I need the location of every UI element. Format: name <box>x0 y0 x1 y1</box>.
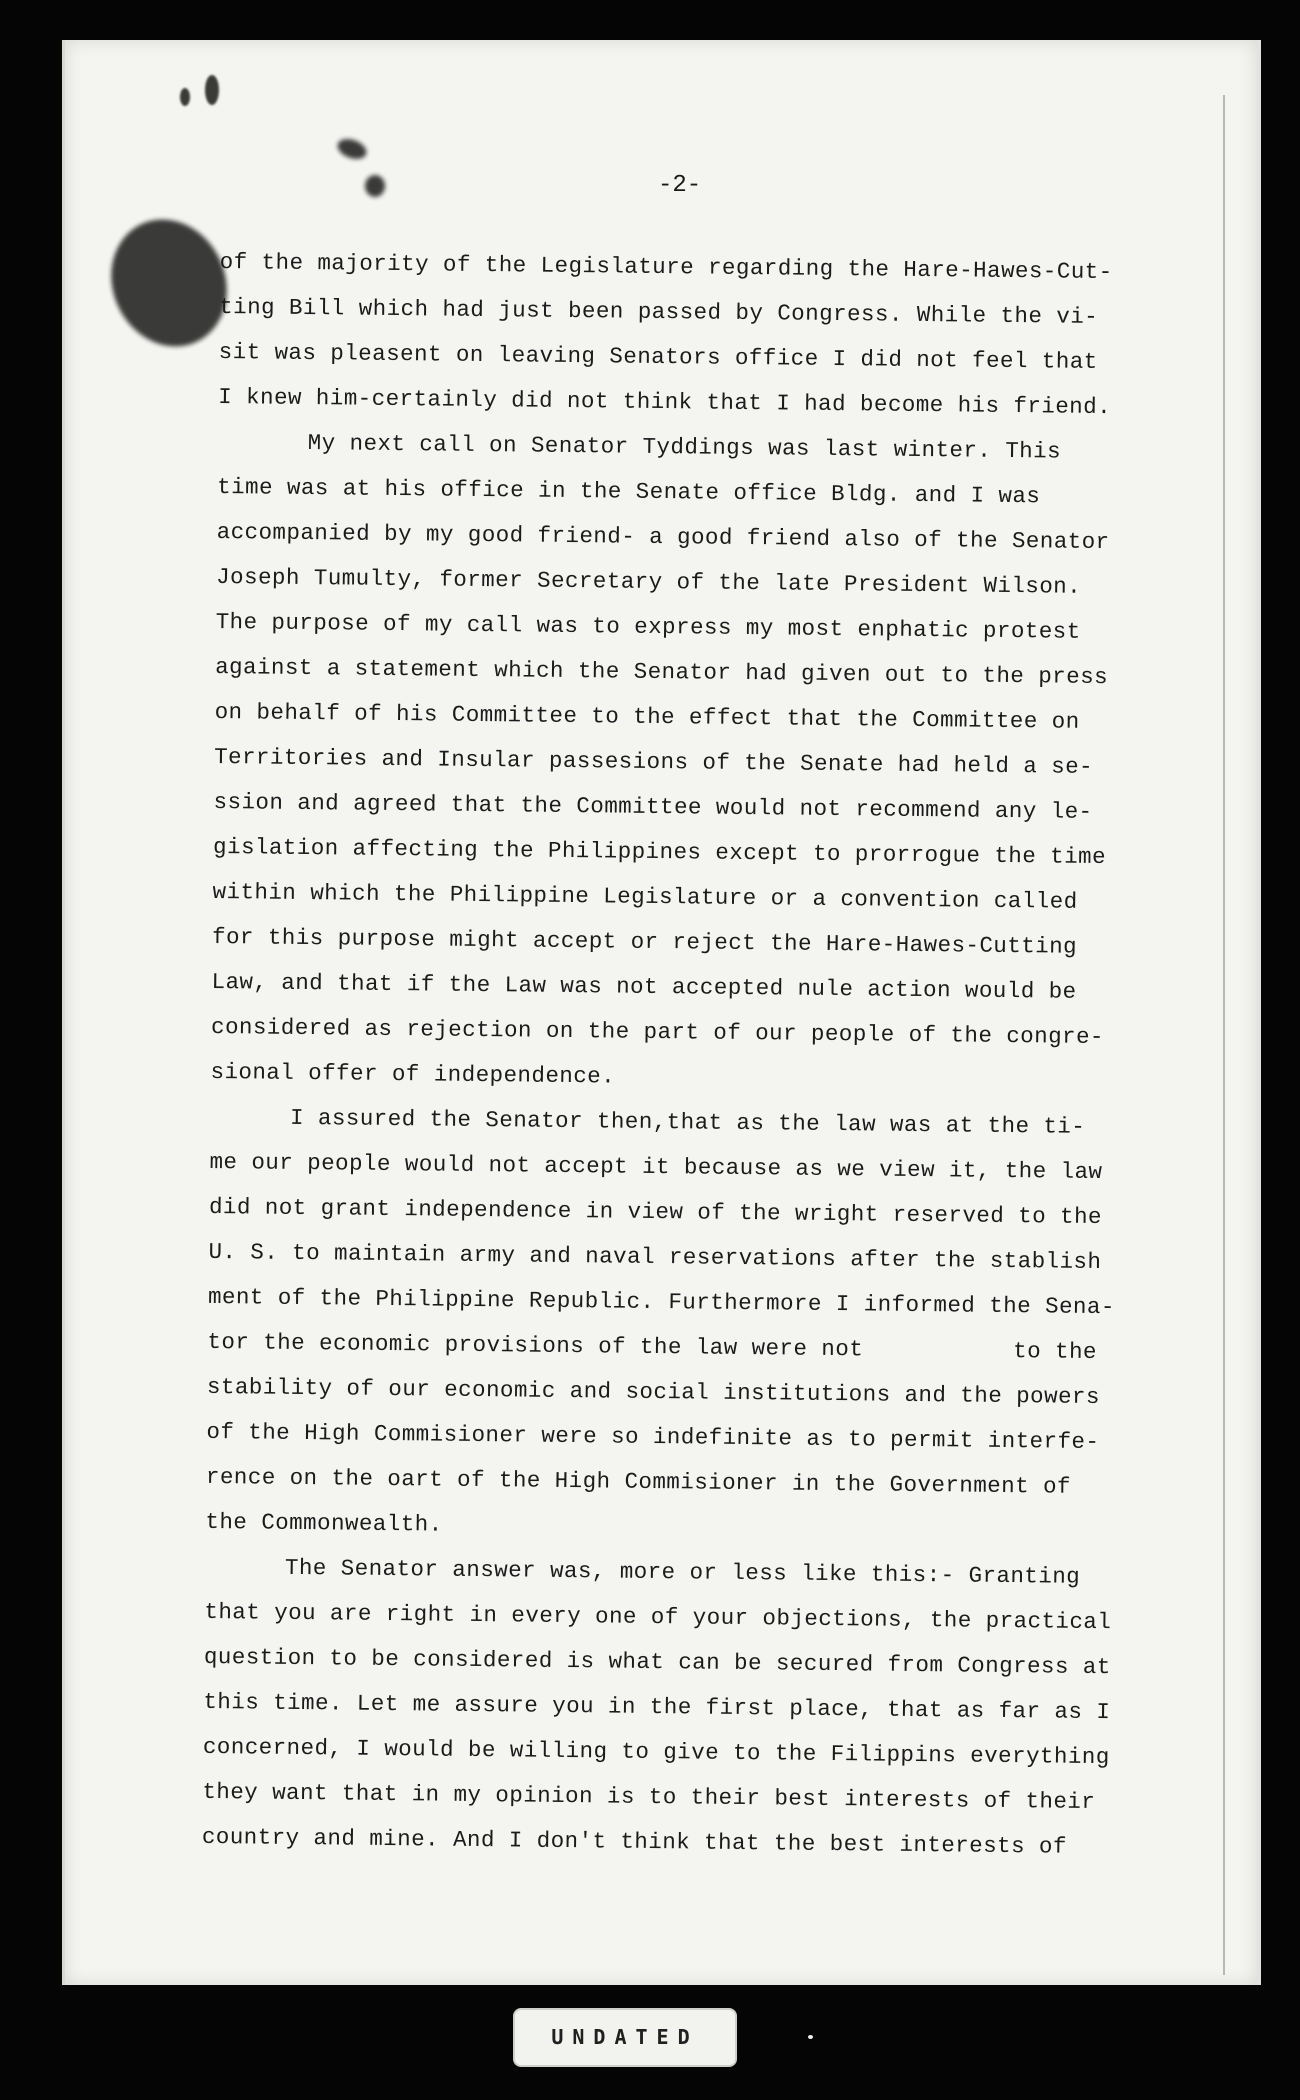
ink-mark-top-2 <box>180 88 190 106</box>
text-line-part: to the <box>1013 1338 1098 1366</box>
text-line: the Commonwealth. <box>205 1508 443 1538</box>
text-line: I assured the Senator then,that as the law was at the ti- <box>289 1104 1086 1140</box>
text-line-part: tor the economic provisions of the law were not <box>207 1328 864 1363</box>
text-line: accompanied by my good friend- a good friend also of the Senator <box>216 518 1110 556</box>
text-line: I knew him-certainly did not think that I had become his friend. <box>218 383 1112 421</box>
text-line: stability of our economic and social institutions and the powers <box>206 1373 1101 1411</box>
document-page <box>62 40 1261 1985</box>
page-edge-shadow <box>1223 95 1225 1975</box>
text-line: concerned, I would be willing to give to the Filippins everything <box>202 1733 1110 1771</box>
text-line: this time. Let me assure you in the first place, that as far as I <box>203 1688 1111 1726</box>
ink-blot-dot <box>365 175 385 197</box>
text-line: within which the Philippine Legislature or a convention called <box>212 878 1078 915</box>
text-line: time was at his office in the Senate office Bldg. and I was <box>217 473 1041 510</box>
text-line: ment of the Philippine Republic. Furthermore I informed the Sena- <box>207 1283 1116 1321</box>
text-line: did not grant independence in view of the wright reserved to the <box>208 1193 1103 1231</box>
body-text <box>202 240 1180 1871</box>
text-line: ting Bill which had just been passed by Congress. While the vi- <box>219 293 1099 330</box>
text-line: question to be considered is what can be secured from Congress at <box>203 1643 1111 1681</box>
text-line: against a statement which the Senator had given out to the press <box>215 653 1109 691</box>
text-line: My next call on Senator Tyddings was last winter. This <box>307 430 1062 465</box>
text-line: country and mine. And I don't think that the best interests of <box>201 1823 1068 1860</box>
text-line: for this purpose might accept or reject the Hare-Hawes-Cutting <box>211 923 1078 960</box>
text-line: rence on the oart of the High Commisioner in the Government of <box>205 1463 1072 1500</box>
text-line: that you are right in every one of your objections, the practical <box>204 1598 1112 1636</box>
text-line: considered as rejection on the part of our people of the congre- <box>210 1013 1105 1051</box>
text-line: gislation affecting the Philippines except to prorrogue the time <box>212 833 1107 871</box>
blank-gap <box>863 1355 1013 1357</box>
text-line: Territories and Insular passesions of the Senate had held a se- <box>213 743 1094 780</box>
text-line: on behalf of his Committee to the effect that the Committee on <box>214 698 1080 735</box>
text-line: sional offer of independence. <box>210 1058 616 1090</box>
text-line: The Senator answer was, more or less like this:- Granting <box>284 1554 1081 1590</box>
undated-stamp: UNDATED <box>515 2010 735 2065</box>
text-line: ssion and agreed that the Committee would not recommend any le- <box>213 788 1093 825</box>
ink-blot-small <box>335 135 369 162</box>
text-line: Joseph Tumulty, former Secretary of the late President Wilson. <box>216 563 1082 600</box>
dust-speck <box>808 2035 813 2039</box>
text-line: of the majority of the Legislature regarding the Hare-Hawes-Cut- <box>219 248 1113 286</box>
text-line: me our people would not accept it because as we view it, the law <box>209 1148 1103 1186</box>
text-line: of the High Commisioner were so indefinite as to permit interfe- <box>206 1418 1100 1456</box>
text-line: U. S. to maintain army and naval reservations after the stablish <box>208 1238 1102 1276</box>
text-line: sit was pleasent on leaving Senators office I did not feel that <box>218 338 1098 375</box>
page-number: -2- <box>658 172 702 199</box>
text-line: they want that in my opinion is to their best interests of their <box>202 1778 1096 1816</box>
text-line: The purpose of my call was to express my most enphatic protest <box>215 608 1081 645</box>
text-line: Law, and that if the Law was not accepted nule action would be <box>211 968 1077 1005</box>
ink-mark-top <box>205 75 219 105</box>
